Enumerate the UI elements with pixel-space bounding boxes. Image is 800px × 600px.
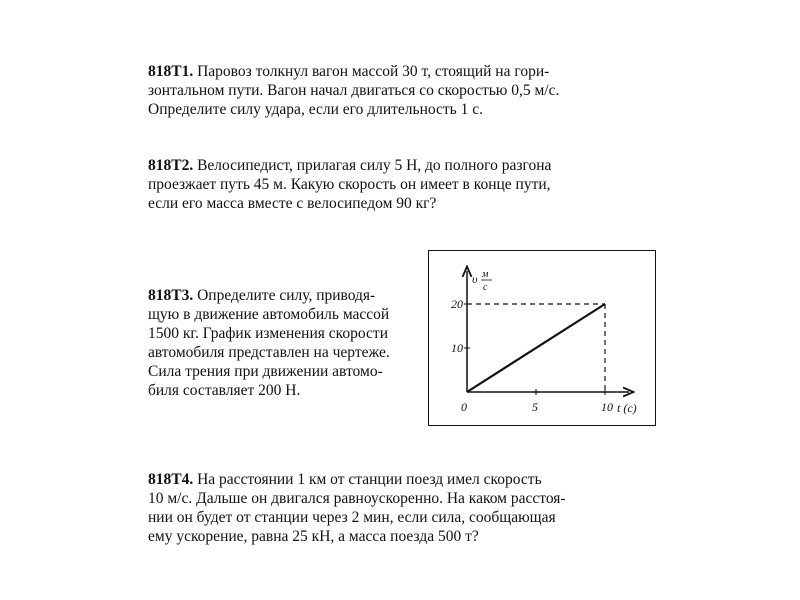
velocity-line bbox=[467, 304, 605, 392]
problem-text: Определите силу удара, если его длительность 1 с. bbox=[148, 101, 483, 118]
problem-number: 818Т4. bbox=[148, 471, 194, 488]
problem-number: 818Т1. bbox=[148, 63, 194, 80]
graph-svg bbox=[429, 251, 657, 427]
problem-text: проезжает путь 45 м. Какую скорость он имеет в конце пути, bbox=[148, 176, 551, 193]
problem-number: 818Т3. bbox=[148, 287, 194, 304]
problem-text: Паровоз толкнул вагон массой 30 т, стоящий на гори- bbox=[197, 63, 550, 80]
y-axis-unit-denominator: с bbox=[483, 282, 488, 293]
problem-text: 10 м/с. Дальше он двигался равноускоренно. На каком расстоя- bbox=[148, 490, 566, 507]
velocity-time-graph bbox=[428, 250, 656, 426]
problem-818t1 bbox=[148, 62, 658, 119]
problem-text: Определите силу, приводя- bbox=[197, 287, 376, 304]
problem-818t2 bbox=[148, 156, 658, 213]
x-axis-label: t (c) bbox=[617, 401, 637, 415]
problem-text: 1500 кг. График изменения скорости bbox=[148, 325, 388, 342]
y-tick-label: 10 bbox=[451, 341, 463, 355]
problem-line bbox=[148, 62, 658, 81]
y-axis-symbol: υ bbox=[472, 272, 478, 286]
problem-line bbox=[148, 156, 658, 175]
x-tick-label: 5 bbox=[532, 400, 538, 414]
problem-text: Велосипедист, прилагая силу 5 Н, до полного разгона bbox=[197, 157, 552, 174]
y-axis-unit-numerator: м bbox=[482, 269, 489, 280]
problem-text: если его масса вместе с велосипедом 90 кг? bbox=[148, 195, 437, 212]
problem-line bbox=[148, 286, 420, 305]
problem-text: зонтальном пути. Вагон начал двигаться со скоростью 0,5 м/с. bbox=[148, 82, 560, 99]
problem-text: ему ускорение, равна 25 кН, а масса поезда 500 т? bbox=[148, 528, 479, 545]
problem-line bbox=[148, 470, 658, 489]
problem-number: 818Т2. bbox=[148, 157, 194, 174]
problem-text: Сила трения при движении автомо- bbox=[148, 363, 383, 380]
problem-text: На расстоянии 1 км от станции поезд имел скорость bbox=[197, 471, 542, 488]
problem-818t3 bbox=[148, 286, 420, 400]
y-tick-label: 20 bbox=[451, 297, 463, 311]
problem-text: биля составляет 200 Н. bbox=[148, 382, 301, 399]
x-tick-label: 0 bbox=[461, 400, 467, 414]
x-tick-label: 10 bbox=[601, 400, 613, 414]
problem-text: автомобиля представлен на чертеже. bbox=[148, 344, 390, 361]
problem-text: нии он будет от станции через 2 мин, если сила, сообщающая bbox=[148, 509, 556, 526]
problem-text: щую в движение автомобиль массой bbox=[148, 306, 390, 323]
problem-818t4 bbox=[148, 470, 658, 546]
